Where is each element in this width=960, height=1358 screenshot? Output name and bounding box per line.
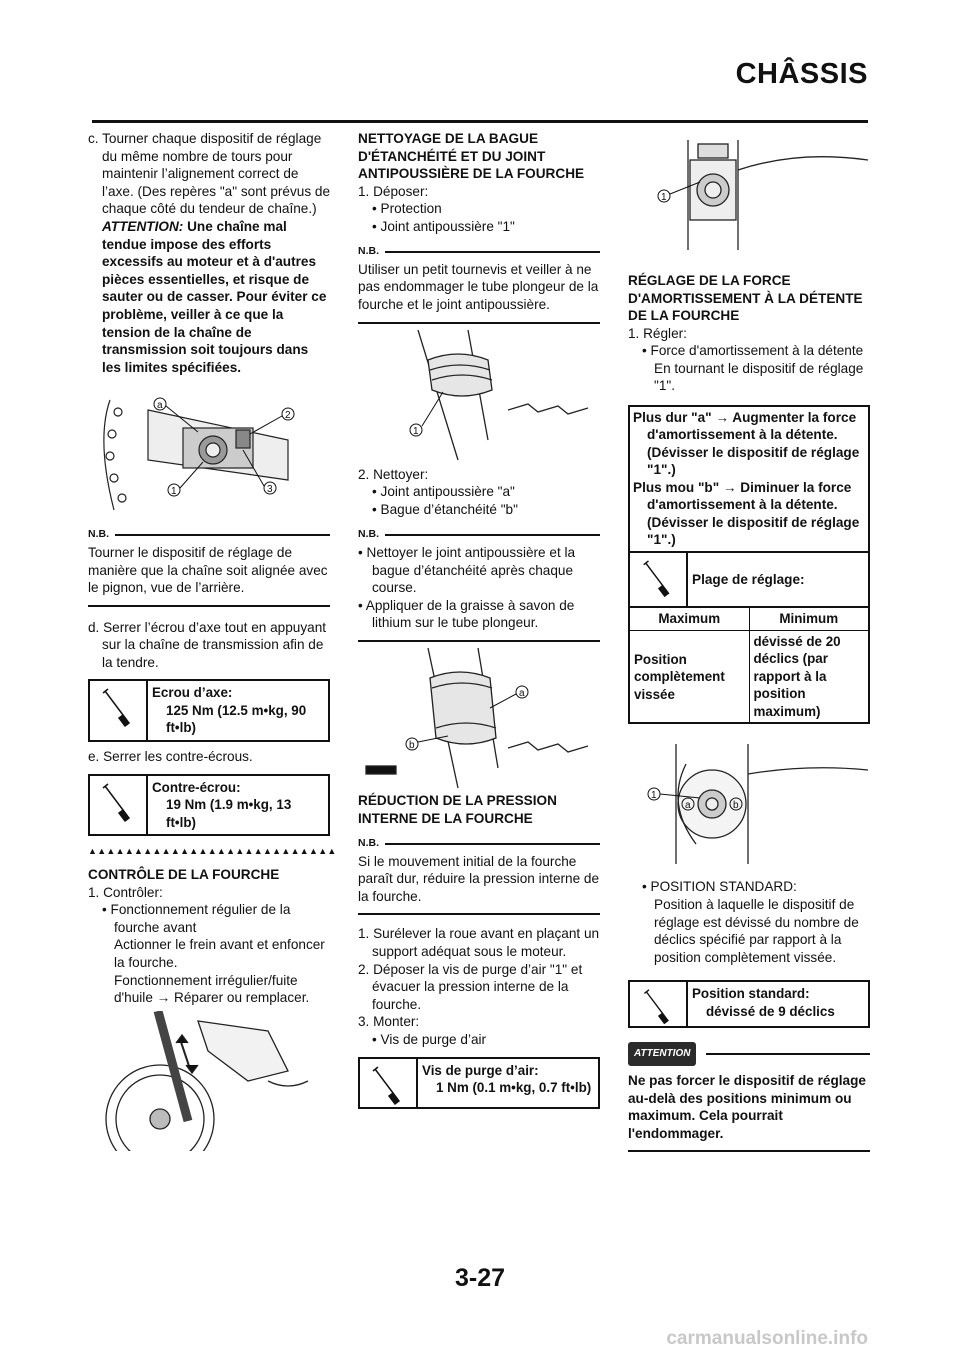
range-title: Plage de réglage:	[692, 571, 805, 587]
oil-seal-figure	[358, 648, 600, 788]
warning-triangles: ▲▲▲▲▲▲▲▲▲▲▲▲▲▲▲▲▲▲▲▲▲▲▲▲▲▲▲	[88, 846, 337, 857]
harder-line: Plus dur "a" → Augmenter la force d'amortissement à la détente. (Dévisser le dispositif de réglage "1".)	[633, 409, 860, 478]
torque-wrench-icon	[360, 1059, 418, 1107]
step-e: e. Serrer les contre-écrous.	[88, 748, 253, 764]
bullet-detail: En tournant le dispositif de réglage "1".	[654, 360, 864, 394]
column-1	[88, 130, 337, 1151]
step-1: 1. Déposer:	[358, 183, 429, 199]
table-header-max: Maximum	[630, 608, 749, 631]
front-fork-figure	[88, 1011, 330, 1151]
svg-text:a: a	[685, 800, 691, 812]
nb-end-rule	[358, 640, 600, 642]
title-rule	[92, 120, 868, 123]
bullet: • Joint antipoussière "1"	[372, 218, 515, 234]
nb-text: Si le mouvement initial de la fourche paraît dur, réduire la pression interne de la fourche.	[358, 853, 600, 904]
section-title: RÉGLAGE DE LA FORCE D'AMORTISSEMENT À LA DÉTENTE DE LA FOURCHE	[628, 273, 863, 323]
table-cell-max: Position complètement vissée	[630, 630, 749, 722]
torque-wrench-icon	[90, 776, 148, 835]
table-cell-min: dévissé de 20 déclics (par rapport à la position maximum)	[749, 630, 868, 722]
bullet: • Fonctionnement régulier de la fourche avant	[102, 902, 291, 935]
bullet-detail: Fonctionnement irrégulier/fuite d'huile → Réparer ou remplacer.	[114, 972, 310, 1006]
spec-title: Ecrou d’axe:	[152, 685, 233, 701]
dust-seal-figure	[358, 330, 600, 462]
step-1: 1. Régler:	[628, 325, 687, 341]
spec-title: Contre-écrou:	[152, 779, 241, 795]
bullet: • Joint antipoussière "a"	[372, 484, 515, 500]
spec-standard-position	[628, 980, 870, 1028]
spec-air-bleed-screw	[358, 1057, 600, 1109]
svg-text:a: a	[519, 688, 525, 699]
bullet-detail: Actionner le frein avant et enfoncer la fourche.	[114, 937, 325, 970]
torque-wrench-icon	[630, 982, 688, 1026]
svg-text:b: b	[733, 800, 739, 812]
nb-header: N.B.	[358, 835, 600, 853]
spec-value: 19 Nm (1.9 m•kg, 13 ft•lb)	[166, 797, 292, 830]
step-2: 2. Déposer la vis de purge d’air "1" et évacuer la pression interne de la fourche.	[358, 961, 583, 1012]
step-2: 2. Nettoyer:	[358, 466, 429, 482]
bullet: • Protection	[372, 201, 442, 217]
adjust-range-table	[628, 553, 870, 725]
table-header-min: Minimum	[749, 608, 868, 631]
step-1: 1. Surélever la roue avant en plaçant un support adéquat sous le moteur.	[358, 926, 600, 959]
torque-wrench-icon	[90, 681, 148, 740]
attention-header	[628, 1042, 870, 1066]
nb-text: Tourner le dispositif de réglage de manière que la chaîne soit alignée avec le pignon, vue de l’arrière.	[88, 544, 328, 596]
step-1: 1. Contrôler:	[88, 884, 163, 900]
nb-bullet: • Appliquer de la graisse à savon de lithium sur le tube plongeur.	[358, 597, 575, 631]
section-title: NETTOYAGE DE LA BAGUE D'ÉTANCHÉITÉ ET DU JOINT ANTIPOUSSIÈRE DE LA FOURCHE	[358, 131, 585, 181]
adjuster-direction-figure	[628, 744, 870, 874]
svg-text:1: 1	[413, 425, 419, 437]
section-title: CONTRÔLE DE LA FOURCHE	[88, 867, 280, 883]
spec-value: 125 Nm (12.5 m•kg, 90 ft•lb)	[166, 702, 307, 736]
spec-locknut	[88, 774, 330, 837]
nb-header: N.B.	[358, 526, 600, 544]
nb-end-rule	[358, 913, 600, 915]
rebound-adjuster-figure	[628, 130, 870, 262]
bullet: • Force d'amortissement à la détente	[642, 343, 864, 359]
column-2	[358, 130, 600, 1115]
nb-text: Utiliser un petit tournevis et veiller à ne pas endommager le tube plongeur de la fourche et le joint antipoussière.	[358, 261, 599, 313]
page-title: CHÂSSIS	[735, 58, 868, 90]
bullet-detail: Position à laquelle le dispositif de réglage est dévissé du nombre de déclics spécifié par rapport à la position complètement vissée.	[654, 897, 859, 965]
svg-text:1: 1	[651, 790, 657, 802]
spec-title: Vis de purge d’air:	[422, 1062, 539, 1078]
attention-end-rule	[628, 1150, 870, 1152]
nb-end-rule	[358, 322, 600, 324]
spec-axle-nut	[88, 679, 330, 742]
watermark: carmanualsonline.info	[666, 1328, 868, 1349]
spec-value: 1 Nm (0.1 m•kg, 0.7 ft•lb)	[436, 1080, 592, 1096]
nb-header: N.B.	[88, 526, 330, 544]
chain-adjuster-figure	[88, 390, 330, 518]
nb-header: N.B.	[358, 243, 600, 261]
bullet: • Bague d’étanchéité "b"	[372, 501, 518, 517]
adjust-direction-box	[628, 405, 870, 553]
svg-text:1: 1	[171, 486, 177, 498]
attention-text: Ne pas forcer le dispositif de réglage au-delà des positions minimum ou maximum. Cela pourrait l'endommager.	[628, 1073, 866, 1141]
svg-text:3: 3	[267, 484, 273, 496]
svg-text:a: a	[157, 400, 163, 412]
step-3: 3. Monter:	[358, 1014, 420, 1030]
step-c: c. Tourner chaque dispositif de réglage du même nombre de tours pour maintenir l’alignement correct de l’axe. (Des repères "a" sont prévus de chaque côté du tendeur de chaîne.) ATTENTION: Une chaîne mal tendue impose des efforts excessifs au moteur et à d'autres pièces essentielles, et risque de sauter ou de casser. Pour éviter ce problème, veiller à ce que la tension de la chaîne de transmission soit toujours dans les limites spécifiées.	[88, 131, 331, 375]
column-3	[628, 130, 870, 1152]
svg-text:1: 1	[661, 192, 667, 203]
bullet: • Vis de purge d’air	[372, 1031, 487, 1047]
spec-value: dévissé de 9 déclics	[706, 1003, 835, 1019]
bullet: • POSITION STANDARD:	[642, 879, 797, 895]
section-title: RÉDUCTION DE LA PRESSION INTERNE DE LA FOURCHE	[358, 793, 557, 826]
svg-text:2: 2	[285, 410, 291, 422]
spec-title: Position standard:	[692, 986, 810, 1002]
nb-end-rule	[88, 605, 330, 607]
svg-text:b: b	[409, 740, 415, 751]
torque-wrench-icon	[630, 553, 688, 607]
nb-bullet: • Nettoyer le joint antipoussière et la bague d’étanchéité après chaque course.	[358, 545, 576, 596]
softer-line: Plus mou "b" → Diminuer la force d'amortissement à la détente. (Dévisser le dispositif de réglage "1".)	[633, 479, 860, 548]
page-number: 3-27	[454, 1264, 506, 1292]
step-d: d. Serrer l’écrou d’axe tout en appuyant sur la chaîne de transmission afin de la tendre.	[88, 619, 327, 670]
attention-badge: ATTENTION	[628, 1042, 696, 1066]
